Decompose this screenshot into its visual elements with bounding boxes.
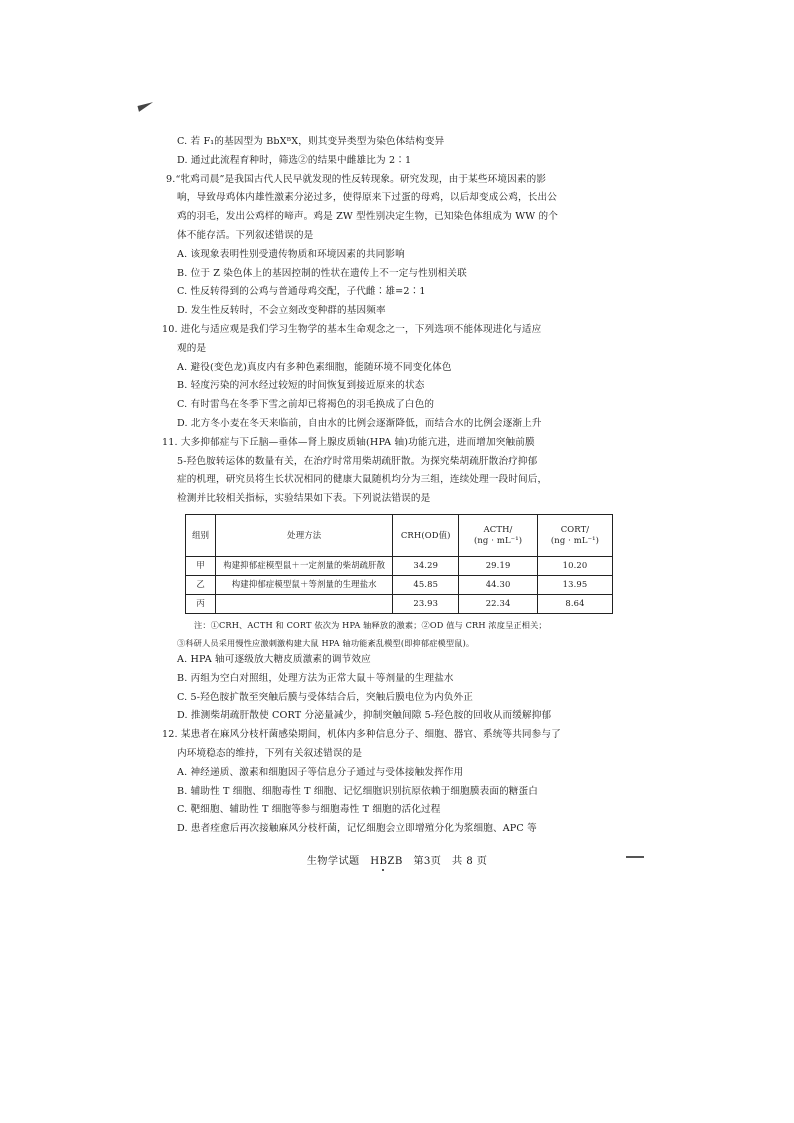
text-line: C. 性反转得到的公鸡与普通母鸡交配，子代雌∶雄=2∶1 [177, 286, 426, 298]
table-header-row [186, 514, 613, 556]
text-line: 5-羟色胺转运体的数量有关，在治疗时常用柴胡疏肝散。为探究柴胡疏肝散治疗抑郁 [177, 455, 538, 467]
text-line: 体不能存活。下列叙述错误的是 [177, 229, 314, 241]
text-line: D. 通过此流程育种时，筛选②的结果中雌雄比为 2∶1 [177, 154, 412, 166]
text-line: D. 推测柴胡疏肝散使 CORT 分泌量减少，抑制突触间隙 5-羟色胺的回收从而缓解抑郁 [177, 710, 552, 722]
header-cort: CORT/ (ng · mL⁻¹) [537, 514, 612, 556]
text-line: 内环境稳态的维持，下列有关叙述错误的是 [177, 747, 363, 759]
exam-page [162, 133, 611, 839]
cell-treatment: 构建抑郁症模型鼠＋等剂量的生理盐水 [216, 575, 393, 594]
table-row [186, 556, 613, 575]
page-footer: 生物学试题 HBZB 第3页 共 8 页 [306, 856, 488, 867]
cell-cort: 10.20 [537, 556, 612, 575]
cell-group: 乙 [186, 575, 216, 594]
text-line: B. 位于 Z 染色体上的基因控制的性状在遗传上不一定与性别相关联 [177, 267, 467, 279]
cell-group: 甲 [186, 556, 216, 575]
cell-treatment: 构建抑郁症模型鼠＋一定剂量的柴胡疏肝散 [216, 556, 393, 575]
text-line: A. 该现象表明性别受遗传物质和环境因素的共同影响 [177, 248, 405, 260]
cell-acth: 29.19 [459, 556, 538, 575]
question-block-11-12-options [162, 651, 611, 839]
cell-acth: 22.34 [459, 594, 538, 613]
text-line: B. 丙组为空白对照组，处理方法为正常大鼠＋等剂量的生理盐水 [177, 672, 454, 684]
text-line: B. 轻度污染的河水经过较短的时间恢复到接近原来的状态 [177, 380, 425, 392]
table-note-line-1: 注：①CRH、ACTH 和 CORT 依次为 HPA 轴释放的激素；②OD 值与 CRH 浓度呈正相关； [194, 619, 547, 630]
text-line: D. 患者痊愈后再次接触麻风分枝杆菌，记忆细胞会立即增殖分化为浆细胞、APC 等 [177, 823, 537, 835]
cell-crh: 23.93 [393, 594, 459, 613]
header-treatment: 处理方法 [216, 514, 393, 556]
cell-crh: 34.29 [393, 556, 459, 575]
text-line: 症的机理，研究员将生长状况相同的健康大鼠随机均分为三组，连续处理一段时间后， [177, 474, 548, 486]
question-block-8-12 [162, 133, 611, 509]
text-line: 12. 某患者在麻风分枝杆菌感染期间，机体内多种信息分子、细胞、器官、系统等共同参与了 [162, 729, 561, 741]
text-line: 10. 进化与适应观是我们学习生物学的基本生命观念之一，下列选项不能体现进化与适应 [162, 323, 542, 335]
text-line: 11. 大多抑郁症与下丘脑—垂体—肾上腺皮质轴(HPA 轴)功能亢进，进而增加突触前膜 [162, 436, 535, 448]
cell-group: 丙 [186, 594, 216, 613]
scan-speck [382, 869, 384, 871]
experiment-results-table [185, 514, 613, 614]
text-line: B. 辅助性 T 细胞、细胞毒性 T 细胞、记忆细胞识别抗原依赖于细胞膜表面的糖蛋白 [177, 785, 539, 797]
text-line: D. 北方冬小麦在冬天来临前，自由水的比例会逐渐降低，而结合水的比例会逐渐上升 [177, 417, 542, 429]
text-line: 响，导致母鸡体内雄性激素分泌过多，使得原来下过蛋的母鸡，以后却变成公鸡，长出公 [177, 192, 558, 204]
text-line: A. 神经递质、激素和细胞因子等信息分子通过与受体接触发挥作用 [177, 766, 464, 778]
text-line: C. 有时雷鸟在冬季下雪之前却已将褐色的羽毛换成了白色的 [177, 399, 435, 411]
cell-cort: 8.64 [537, 594, 612, 613]
text-line: C. 5-羟色胺扩散至突触后膜与受体结合后，突触后膜电位为内负外正 [177, 691, 474, 703]
header-acth: ACTH/ (ng · mL⁻¹) [459, 514, 538, 556]
cell-acth: 44.30 [459, 575, 538, 594]
header-crh: CRH(OD值) [393, 514, 459, 556]
text-line: A. 避役(变色龙)真皮内有多种色素细胞，能随环境不同变化体色 [177, 361, 452, 373]
header-group: 组别 [186, 514, 216, 556]
text-line: A. HPA 轴可逐级放大糖皮质激素的调节效应 [177, 653, 371, 665]
text-line: 检测并比较相关指标，实验结果如下表。下列说法错误的是 [177, 493, 431, 505]
table-note-line-2: ③科研人员采用慢性应激刺激构建大鼠 HPA 轴功能紊乱模型(即抑郁症模型鼠)。 [177, 638, 475, 649]
scan-speck [626, 856, 644, 858]
cell-treatment [216, 594, 393, 613]
cell-crh: 45.85 [393, 575, 459, 594]
text-line: C. 靶细胞、辅助性 T 细胞等参与细胞毒性 T 细胞的活化过程 [177, 804, 441, 816]
cell-cort: 13.95 [537, 575, 612, 594]
page-corner-mark [138, 102, 155, 112]
text-line: D. 发生性反转时，不会立刻改变种群的基因频率 [177, 305, 386, 317]
table-row [186, 575, 613, 594]
text-line: 观的是 [177, 342, 207, 354]
text-line: C. 若 F₁的基因型为 BbXᴮX，则其变异类型为染色体结构变异 [177, 136, 445, 147]
text-line: 鸡的羽毛，发出公鸡样的啼声。鸡是 ZW 型性别决定生物，已知染色体组成为 WW 的个 [177, 211, 558, 223]
text-line: 9.“牝鸡司晨”是我国古代人民早就发现的性反转现象。研究发现，由于某些环境因素的影 [166, 173, 547, 185]
table-row [186, 594, 613, 613]
